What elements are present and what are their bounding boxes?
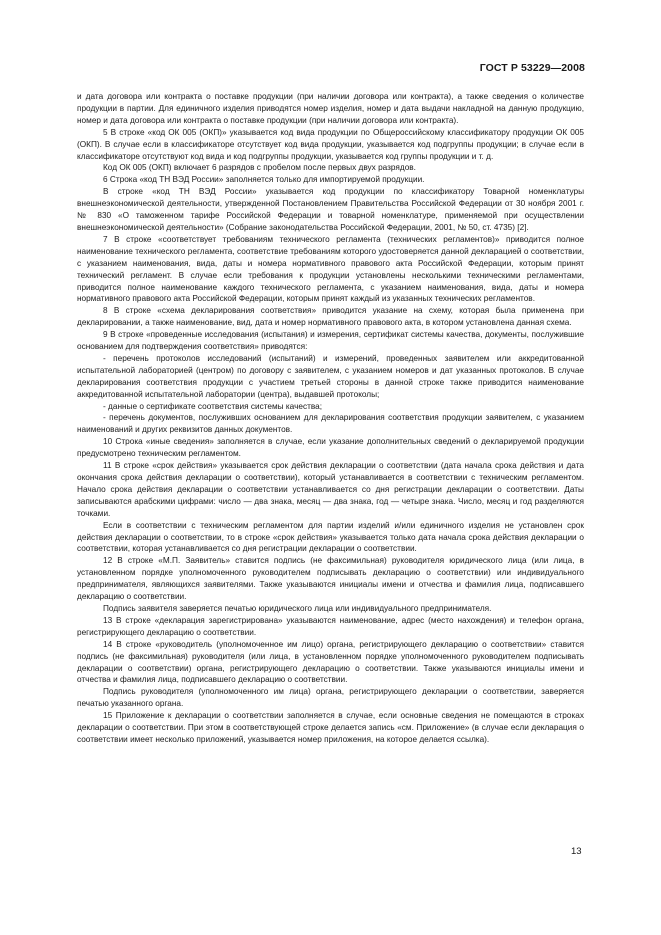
paragraph: Код ОК 005 (ОКП) включает 6 разрядов с пробелом после первых двух разрядов. xyxy=(103,163,416,173)
paragraph: Подпись заявителя заверяется печатью юридического лица или индивидуального предпринимателя. xyxy=(103,603,492,613)
paragraph: 9 В строке «проведенные исследования (испытания) и измерения, сертификат системы качества, документы, послужившие основанием для подтверждения соответствия» приводятся: xyxy=(77,330,584,352)
paragraph: 8 В строке «схема декларирования соответствия» приводится указание на схему, которая была применена при декларировании, а также наименование, вид, дата и номер нормативного правового акта, в котором установлена данная схема. xyxy=(77,306,584,328)
paragraph: 7 В строке «соответствует требованиям технического регламента (технических регламентов)» приводится полное наименование технического регламента, соответствие требованиям которого удостоверяется данной декларацией о соответствии, с указанием наименования, вида, даты и номера нормативного правового акта Российской Федерации, которым принят технический регламент. В случае если требования к продукции установлены несколькими техническими регламентами, приводится полное наименование каждого технического регламента, с указанием наименования, вида, даты и номера нормативного правового акта Российской Федерации, которым принят каждый из указанных технических регламентов. xyxy=(77,234,584,304)
paragraph: - данные о сертификате соответствия системы качества; xyxy=(103,401,323,411)
page-number: 13 xyxy=(571,846,582,857)
paragraph: 15 Приложение к декларации о соответствии заполняется в случае, если основные сведения не помещаются в строках декларации о соответствии. При этом в соответствующей строке делается запись «см. Приложение» (в случае если декларация о соответствии имеет несколько приложений, указывается номер приложения, на которое делается ссылка). xyxy=(77,711,584,744)
paragraph: 14 В строке «руководитель (уполномоченное им лицо) органа, регистрирующего декларацию о соответствии» ставится подпись (не факсимильная) руководителя (или лица, в установленном порядке уполномоченного руководителем подписывать декларации о соответствии) органа, регистрирующего декларацию о соответствии. Также указываются инициалы имени и отчества и фамилия лица, подписавшего декларацию о соответствии. xyxy=(77,639,584,685)
paragraph: Подпись руководителя (уполномоченного им лица) органа, регистрирующего декларации о соответствии, заверяется печатью указанного органа. xyxy=(77,687,584,709)
paragraph: Если в соответствии с техническим регламентом для партии изделий и/или единичного изделия не установлен срок действия декларации о соответствии, то в строке «срок действия» указывается только дата начала срока действия декларации о соответствии, которая устанавливается со дня регистрации декларации о соответствии. xyxy=(77,520,584,554)
document-body xyxy=(77,91,584,746)
paragraph: В строке «код ТН ВЭД России» указывается код продукции по классификатору Товарной номенклатуры внешнеэкономической деятельности, утвержденной Постановлением Правительства Российской Федерации от 30 ноября 2001 г. № 830 «О таможенном тарифе Российской Федерации и товарной номенклатуре, применяемой при осуществлении внешнеэкономической деятельности» (Собрание законодательства Российской Федерации, 2001, № 50, ст. 4735) [2]. xyxy=(77,187,584,232)
paragraph: - перечень протоколов исследований (испытаний) и измерений, проведенных заявителем или аккредитованной испытательной лабораторией (центром) по договору с заявителем, с указанием номеров и дат указанных протоколов. В случае декларирования соответствия продукции с участием третьей стороны в данной строке также приводится наименование аккредитованной испытательной лаборатории (центра), выдавшей протоколы; xyxy=(77,353,584,399)
paragraph: 6 Строка «код ТН ВЭД России» заполняется только для импортируемой продукции. xyxy=(103,175,425,185)
paragraph: 13 В строке «декларация зарегистрирована» указываются наименование, адрес (место нахождения) и телефон органа, регистрирующего декларацию о соответствии. xyxy=(77,615,584,637)
paragraph: 10 Строка «иные сведения» заполняется в случае, если указание дополнительных сведений о декларируемой продукции предусмотрено техническим регламентом. xyxy=(77,437,584,459)
paragraph: и дата договора или контракта о поставке продукции (при наличии договора или контракта), а также сведения о количестве продукции в партии. Для единичного изделия приводятся номер изделия, номер и дата выдачи накладной на данную продукцию, номер и дата договора или контракта о поставке продукции (при наличии договора или контракта). xyxy=(77,92,584,125)
paragraph: 12 В строке «М.П. Заявитель» ставится подпись (не факсимильная) руководителя юридического лица (или лица, в установленном порядке уполномоченного руководителем подписывать декларацию о соответствии) или индивидуального предпринимателя, являющихся заявителями. Также указываются инициалы имени и отчества и фамилия лица, подписавшего декларацию о соответствии. xyxy=(77,556,584,602)
paragraph: 11 В строке «срок действия» указывается срок действия декларации о соответствии (дата начала срока действия и дата окончания срока действия декларации о соответствии), который устанавливается в соответствии с техническим регламентом. Начало срока действия декларации о соответствии устанавливается со дня регистрации декларации о соответствии. Даты записываются арабскими цифрами: число — два знака, месяц — два знака, год — четыре знака. Число, месяц и год разделяются точками. xyxy=(77,461,584,518)
paragraph: - перечень документов, послуживших основанием для декларирования соответствия продукции заявителем, с указанием наименований и других реквизитов данных документов. xyxy=(77,413,584,435)
standard-header: ГОСТ Р 53229—2008 xyxy=(479,62,585,74)
paragraph: 5 В строке «код ОК 005 (ОКП)» указывается код вида продукции по Общероссийскому классификатору продукции ОК 005 (ОКП). В случае если в классификаторе отсутствует код вида продукции, указывается код подгруппы продукции; в случае если в классификаторе отсутствуют код вида и код подгруппы продукции, указывается код группы продукции и т. д. xyxy=(77,127,584,161)
